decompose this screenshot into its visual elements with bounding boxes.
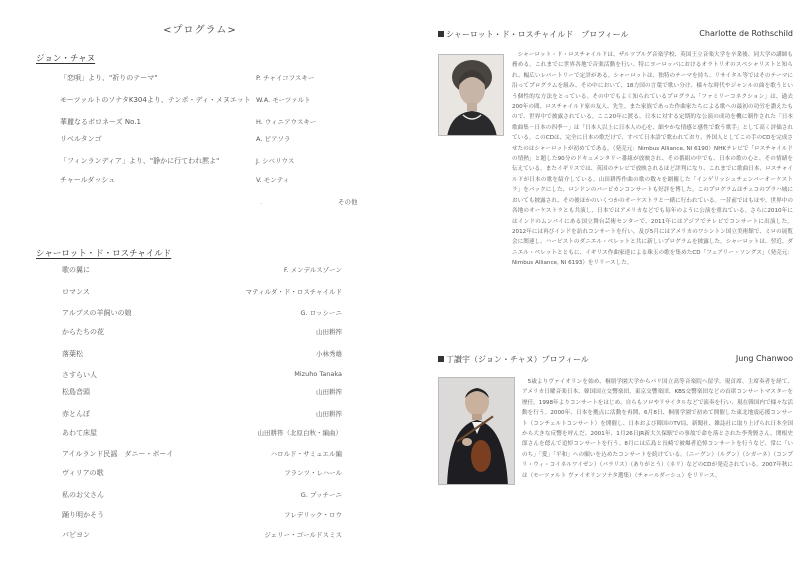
- program-item: [62, 370, 342, 381]
- profile-heading-jp: シャーロット・ド・ロスチャイルド プロフィール: [446, 30, 629, 39]
- composer-name: G. プッチーニ: [300, 491, 342, 499]
- bio-text: 5歳よりヴァイオリンを始め、桐朋学園大学からパリ国立高等音楽院へ留学。現首席、主席奏者を経て、アメリカ日曜音楽日本、韓国国立交響楽団、東京交響楽団、KBS交響楽団などの首席コンサートマスターを歴任。1998年よりコンサートをはじめ、自らもソロやリサイタルなどで演奏を行い、現在韓国内で様々な活動を行う。2000年、日本を拠点に活動を再開、6月8日、桐朋学園で初めて開催した東北地震応援コンサート（コンチェルトコンサート）を開催し、日本および韓国のTV局、新聞社、雑誌社に取り上げられ日本全国から大きな反響を呼んだ。2001年、1月26日JR新大久保駅での事故で命を落とされた李秀賢さん、関根史郎さんを偲んで追悼コンサートを行う。8月には広島と長崎で被爆者追悼コンサートを行うなど、常に「いのち」「愛」「平和」への願いを込めたコンサートを続けている。（ニーグン）（ルグン）（シガーネ）（コンプリ・ウィ・コイネルワイゼン）（バラリス）（ありがとう）（ネリ）などのCDが発売されている。2007年秋には（モーツァルト ヴァイオリンソナタ選集）（チャールダーシュ）をリリース。: [522, 379, 793, 479]
- composer-name: A. ピアソラ: [256, 135, 291, 143]
- program-item: [62, 387, 342, 398]
- composer-name: H. ウィニアウスキー: [256, 118, 317, 126]
- piece-title: からたちの花: [62, 328, 104, 336]
- program-item: [62, 349, 342, 360]
- profile-heading-en: Jung Chanwoo: [735, 354, 793, 363]
- program-item: [62, 530, 342, 541]
- program-item: [62, 510, 342, 521]
- piece-title: パピヨン: [62, 531, 90, 539]
- piece-title: アルプスの羊飼いの娘: [62, 309, 132, 317]
- piece-title: 踊り明かそう: [62, 511, 104, 519]
- program-item: [60, 156, 343, 167]
- piece-title: モーツァルトのソナタK304より、テンポ・ディ・メヌエット: [60, 96, 251, 104]
- composer-name: マティルダ・ド・ロスチャイルド: [245, 288, 342, 296]
- piece-title: 私のお父さん: [62, 491, 104, 499]
- piece-title: あわて床屋: [62, 429, 97, 437]
- composer-name: 山田耕筰: [316, 328, 342, 336]
- program-item: [62, 428, 342, 439]
- program-item: [62, 308, 342, 319]
- bio-jung: [522, 377, 793, 547]
- composer-name: G. ロッシーニ: [300, 309, 342, 317]
- profile-heading-en: Charlotte de Rothschild: [699, 29, 793, 38]
- program-item: [62, 449, 342, 460]
- program-item: [60, 175, 343, 186]
- program-item: [62, 327, 342, 338]
- section-heading-jung: ジョン・チャヌ: [36, 54, 96, 64]
- piece-title: さすらい人: [62, 371, 97, 379]
- piece-title: 「恋唄」より、"祈りのテーマ": [60, 74, 158, 82]
- bullet-square-icon: [438, 356, 444, 362]
- piece-title: 「フィンランディア」より、"静かに行てわれ黙よ": [60, 157, 220, 165]
- piece-title: 歌の翼に: [62, 266, 90, 274]
- program-item: [60, 117, 343, 128]
- composer-name: W.A. モーツァルト: [256, 96, 311, 104]
- piece-title: 赤とんぼ: [62, 410, 90, 418]
- bullet-square-icon: [438, 31, 444, 37]
- piece-title: ロマンス: [62, 288, 90, 296]
- piece-title: 落葉松: [62, 350, 83, 358]
- composer-name: ハロルド・サミュエル編: [270, 450, 342, 458]
- piece-title: 華麗なるポロネーズ No.1: [60, 118, 141, 126]
- composer-name: ジェリー・ゴールドスミス: [264, 531, 342, 539]
- composer-name: P. チャイコフスキー: [256, 74, 315, 82]
- others-label: その他: [338, 198, 358, 206]
- piece-title: 松島音頭: [62, 388, 90, 396]
- profile-heading-jung: [438, 355, 793, 367]
- composer-name: J. シベリウス: [256, 157, 295, 165]
- piece-title: アイルランド民謡 ダニー・ボーイ: [62, 450, 174, 458]
- piece-title: チャールダッシュ: [60, 176, 116, 184]
- bio-text: シャーロット・ド・ロスチャイルドは、ザルツブルグ音楽学校、英国王立音楽大学を卒業後、同大学の講師も務める。これまでに世界各地で音楽活動を行い、特にヨーロッパにおけるオラトリオのスペシャリストと知られ、幅広いレパートリーで定評がある。シャーロットは、独特のテーマを持ち、リサイタル等ではそのテーマに沿ってプログラムを組み、その中において、18力国の言葉で歌い分け、様々な時代やジャンルの曲を歌うという個性的な方法をとっている。その中でもよく知られているプログラム「ファミリーコネクション」は、過去200年の間、ロスチャイルド家の友人、先生、また家族であった作曲家たちによる歌への最初の功労を讃えたもので、世界中で披露されている。ここ20年に渡る、日本に対する定期的な公演の成功を機に制作された「日本歌曲集－日本の四季－」は「日本人以上に日本人の心を、細やかな情感と感性で歌う歌手」として高く評価されている。このCDは、完全に日本の歌だけで、すべて日本語で歌われており、外国人としてこの手のCDを完成させたのはシャーロットが初めてである。（発売元：Nimbus Alliance, NI 6190）NHKテレビで「ロスチャイルドの情熱」と題した90分のドキュメンタリー番組が放映され、その番組の中でも、日本の歌の心と、その情緒を伝えている。またイギリスでは、英国のテレビで放映されるほど評判になり、これまでに歌曲日本、ロスチャイルドが日本の歌を紹介している。山田耕筰作曲の歌の数々を網羅した「インゲリッシュチェンバーオーケストラ」をバックにした、ロンドンのバービカンコンサートも好評を博した。このプログラムはチェコのプラハ城においても披露され、その後ほかのいくつかのオーケストラと一緒に行われている。一昔前ではもはや、世界中の各地のオーケストラとも共演し、日本ではアメリカなどでも毎年のように公演を重ねている。さらに2010年にはインドのムンバイにある国立舞台芸術センターで、2011年にはアジアでテレビでコンサートに出演した。2012年には再びインドを訪れコンサートを行い、及び5月にはアメリカのワシントン国立美術館で、ミロの展覧会に関連し、ハーピストのダニエル・ペレットと共に新しいプログラムを披露した。シャーロットは、翌近、ダニエル・ペレットとともに、イギリス作曲家達による珠玉の歌を集めたCD「フェアリー・ソングス」（発売元：Nimbus Alliance, NI 6193）をリリースした。: [512, 52, 793, 267]
- composer-name: F. メンデルスゾーン: [283, 266, 342, 274]
- composer-name: フレデリック・ロウ: [284, 511, 342, 519]
- bio-charlotte: [512, 50, 793, 362]
- profile-heading-charlotte: [438, 30, 793, 42]
- program-title: <プログラム>: [163, 25, 237, 36]
- piece-title: リベルタンゴ: [60, 135, 102, 143]
- section-heading-charlotte: シャーロット・ド・ロスチャイルド: [36, 249, 172, 259]
- program-item: [62, 409, 342, 420]
- composer-name: フランツ・レハール: [284, 469, 342, 477]
- separator-dot: ·: [260, 201, 262, 208]
- piece-title: ヴィリアの歌: [62, 469, 104, 477]
- profile-page: [400, 0, 800, 565]
- program-item: [60, 134, 343, 145]
- composer-name: 山田耕筰: [316, 410, 342, 418]
- program-item: [62, 265, 342, 276]
- portrait-jung: [438, 377, 515, 485]
- composer-name: Mizuho Tanaka: [294, 370, 342, 378]
- program-item: [62, 490, 342, 501]
- composer-name: 小林秀雄: [316, 350, 342, 358]
- composer-name: V. モンティ: [256, 176, 290, 184]
- composer-name: 山田耕筰: [316, 388, 342, 396]
- program-item: [60, 95, 343, 106]
- portrait-charlotte: [438, 54, 504, 136]
- program-item: [60, 73, 343, 84]
- program-item: [62, 287, 342, 298]
- profile-heading-jp: 丁讃宇（ジョン・チャヌ）プロフィール: [446, 355, 589, 364]
- composer-name: 山田耕筰（北原白秋・編曲）: [257, 429, 342, 437]
- program-item: [62, 468, 342, 479]
